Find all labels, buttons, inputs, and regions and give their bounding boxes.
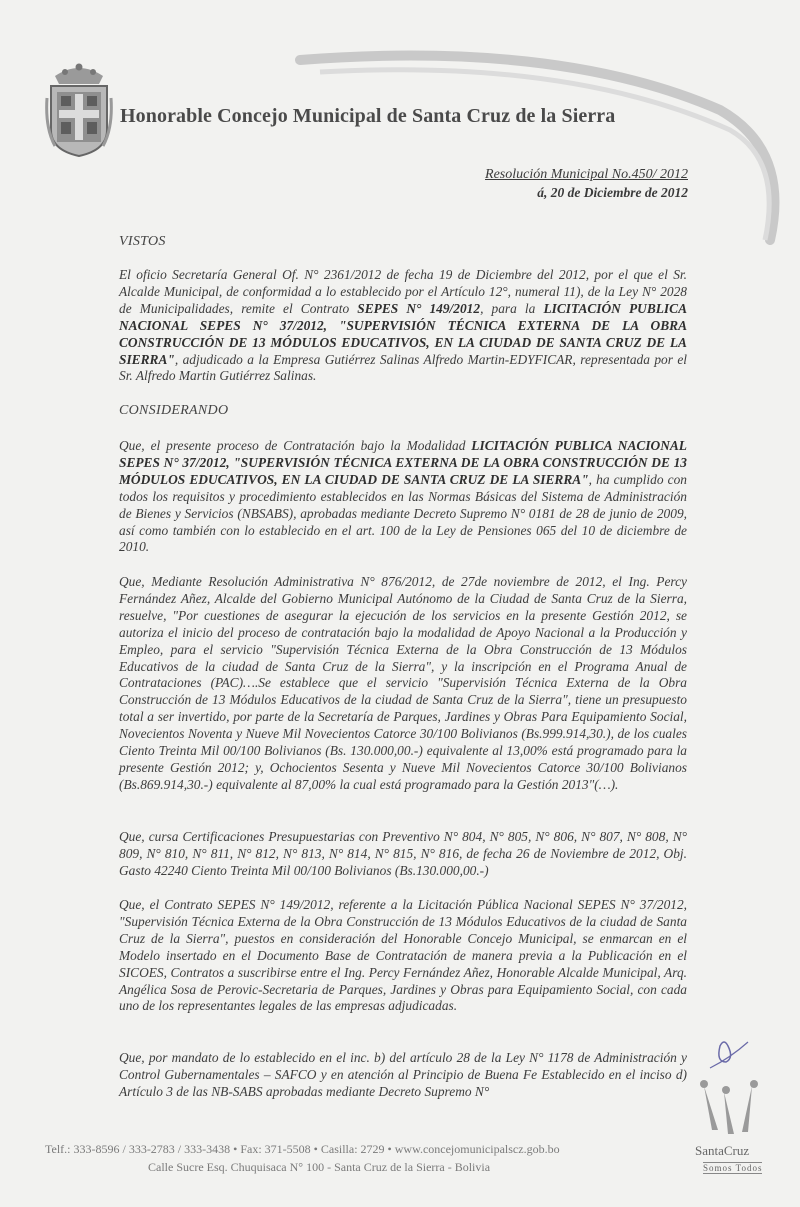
coat-of-arms-icon <box>45 58 113 158</box>
paragraph-vistos: El oficio Secretaría General Of. N° 2361/2012 de fecha 19 de Diciembre del 2012, por el que el Sr. Alcalde Municipal, de conformidad a lo establecido por el Artículo 12°, numeral 11), de la Ley N° 2028 de Municipalidades, remite el Contrato SEPES N° 149/2012, para la LICITACIÓN PUBLICA NACIONAL SEPES N° 37/2012, "SUPERVISIÓN TÉCNICA EXTERNA DE LA OBRA CONSTRUCCIÓN DE 13 MÓDULOS EDUCATIVOS, EN LA CIUDAD DE SANTA CRUZ DE LA SIERRA", adjudicado a la Empresa Gutiérrez Salinas Alfredo Martin-EDYFICAR, representada por el Sr. Alfredo Martin Gutiérrez Salinas. <box>119 267 688 384</box>
vistos-heading: VISTOS <box>119 234 166 249</box>
paragraph-considerando-5: Que, por mandato de lo establecido en el inc. b) del artículo 28 de la Ley N° 1178 de Administración y Control Gubernamentales – SAFCO y en atención al Principio de Buena Fe Establecido en el inciso d) Artículo 3 de las NB-SABS aprobadas mediante Decreto Supremo N° <box>119 1050 687 1099</box>
organization-title: Honorable Concejo Municipal de Santa Cruz de la Sierra <box>120 105 616 127</box>
paragraph-considerando-1: Que, el presente proceso de Contratación bajo la Modalidad LICITACIÓN PUBLICA NACIONAL SEPES N° 37/2012, "SUPERVISIÓN TÉCNICA EXTERNA DE LA OBRA CONSTRUCCIÓN DE 13 MÓDULOS EDUCATIVOS, EN LA CIUDAD DE SANTA CRUZ DE LA SIERRA", ha cumplido con todos los requisitos y procedimiento establecidos en las Normas Básicas del Sistema de Administración de Bienes y Servicios (NBSABS), aprobadas mediante Decreto Supremo N° 0181 de 28 de junio de 2009, así como también con lo establecido en el art. 100 de la Ley de Pensiones 065 del 10 de diciembre de 2010. <box>119 438 687 555</box>
resolution-date: á, 20 de Diciembre de 2012 <box>537 185 688 200</box>
footer-address: Calle Sucre Esq. Chuquisaca N° 100 - Santa Cruz de la Sierra - Bolivia <box>148 1160 491 1174</box>
resolution-number: Resolución Municipal No.450/ 2012 <box>485 167 688 182</box>
resolution-block <box>485 166 688 202</box>
paragraph-considerando-2: Que, Mediante Resolución Administrativa N° 876/2012, de 27de noviembre de 2012, el Ing. Percy Fernández Añez, Alcalde del Gobierno Municipal Autónomo de la Ciudad de Santa Cruz de la Sierra, resuelve, "Por cuestiones de asegurar la ejecución de los servicios en la presente Gestión 2012, se autoriza el inicio del proceso de contratación bajo la modalidad de Apoyo Nacional a la Producción y Empleo, para el servicio "Supervisión Técnica Externa de la Obra Construcción de 13 Módulos Educativos de la ciudad de Santa Cruz de la Sierra", y la inscripción en el Programa Anual de Contrataciones (PAC)….Se establece que el servicio "Supervisión Técnica Externa de la Obra Construcción de 13 Módulos Educativos de la ciudad de Santa Cruz de la Sierra", tiene un presupuesto total a ser invertido, por parte de la Secretaría de Parques, Jardines y Obras Para Equipamiento Social, Novecientos Noventa y Nueve Mil Novecientos Catorce 30/100 Bolivianos (Bs.999.914,30.), de los cuales Ciento Treinta Mil 00/100 Bolivianos (Bs. 130.000,00.-) equivalente al 13,00% está programado para la presente Gestión 2012; y, Ochocientos Sesenta y Nueve Mil Novecientos Catorce 30/100 Bolivianos (Bs.869.914,30.-) equivalente al 87,00% la cual está programado para la Gestión 2013"(…). <box>119 574 687 792</box>
decorative-swoosh <box>0 0 800 260</box>
logo-slogan: Somos Todos <box>703 1163 763 1173</box>
logo-name: SantaCruz <box>695 1143 750 1158</box>
paragraph-considerando-4: Que, el Contrato SEPES N° 149/2012, referente a la Licitación Pública Nacional SEPES N° 37/2012, "Supervisión Técnica Externa de la Obra Construcción de 13 Módulos Educativos de la ciudad de Santa Cruz de la Sierra", puestos en consideración del Honorable Concejo Municipal, se enmarcan en el Modelo insertado en el Documento Base de Contratación de manera previa a la Publicación en el SICOES, Contratos a suscribirse entre el Ing. Percy Fernández Añez, Honorable Alcalde Municipal, Arq. Angélica Sosa de Perovic-Secretaria de Parques, Jardines y Obras para Equipamiento Social, con cada uno de los representantes legales de las empresas adjudicadas. <box>119 897 687 1014</box>
footer-contact: Telf.: 333-8596 / 333-2783 / 333-3438 • Fax: 371-5508 • Casilla: 2729 • www.concejomunicipalscz.gob.bo <box>45 1142 560 1156</box>
paragraph-considerando-3: Que, cursa Certificaciones Presupuestarias con Preventivo N° 804, N° 805, N° 806, N° 807, N° 808, N° 809, N° 810, N° 811, N° 812, N° 813, N° 814, N° 815, N° 816, de fecha 26 de Noviembre de 2012, Obj. Gasto 42240 Ciento Treinta Mil 00/100 Bolivianos (Bs.130.000,00.-) <box>119 829 687 878</box>
considerando-heading: CONSIDERANDO <box>119 403 229 418</box>
